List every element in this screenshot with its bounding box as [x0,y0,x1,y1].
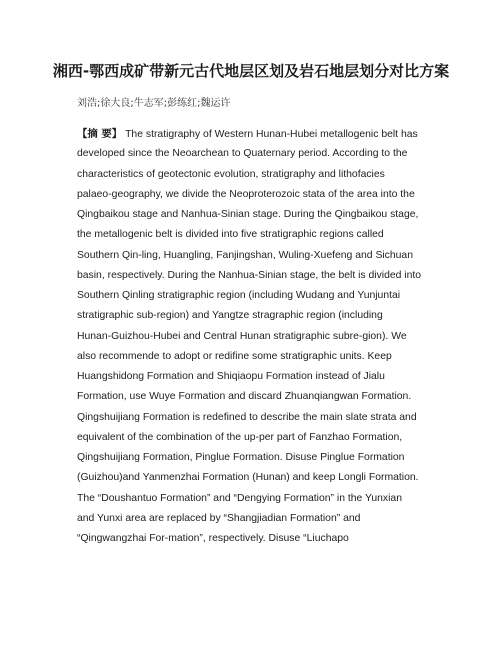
author-list: 刘浩;徐大良;牛志军;彭练红;魏运许 [77,98,231,109]
abstract-line-text: The stratigraphy of Western Hunan-Hubei metallogenic belt has [125,129,418,140]
abstract-body [77,124,433,549]
abstract-line: Hunan-Guizhou-Hubei and Central Hunan stratigraphic subre-gion). We [77,330,407,342]
abstract-line: Southern Qinling stratigraphic region (including Wudang and Yunjuntai [77,290,401,301]
abstract-line: palaeo-geography, we divide the Neoproterozoic stata of the area into the [77,188,415,200]
abstract-line [77,124,433,144]
abstract-line: Qingshuijiang Formation, Pinglue Formation. Disuse Pinglue Formation [77,452,405,463]
abstract-line: Qingbaikou stage and Nanhua-Sinian stage. During the Qingbaikou stage, [77,209,419,220]
abstract-line: characteristics of geotectonic evolution, stratigraphy and lithofacies [77,168,385,180]
abstract-line: Qingshuijiang Formation is redefined to describe the main slate strata and [77,411,417,423]
abstract-line: Southern Qin-ling, Huangling, Fanjingshan, Wuling-Xuefeng and Sichuan [77,249,413,261]
abstract-line: equivalent of the combination of the up-per part of Fanzhao Formation, [77,431,403,443]
abstract-line: Huangshidong Formation and Shiqiaopu Formation instead of Jialu [77,371,385,382]
abstract-line: also recommende to adopt or redifine some stratigraphic units. Keep [77,350,392,362]
abstract-line: basin, respectively. During the Nanhua-Sinian stage, the belt is divided into [77,269,422,281]
abstract-line: The “Doushantuo Formation” and “Dengying Formation” in the Yunxian [77,492,402,504]
abstract-line: the metallogenic belt is divided into five stratigraphic regions called [77,229,384,241]
abstract-line: and Yunxi area are replaced by “Shangjiadian Formation” and [77,512,361,524]
abstract-line: stratigraphic sub-region) and Yangtze stragraphic region (including [77,310,383,322]
document-title: 湘西-鄂西成矿带新元古代地层区划及岩石地层划分对比方案 [52,62,450,80]
abstract-line: (Guizhou)and Yanmenzhai Formation (Hunan) and keep Longli Formation. [77,472,419,484]
abstract-line: Formation, use Wuye Formation and discard Zhuanqiangwan Formation. [77,391,412,403]
abstract-line: “Qingwangzhai For-mation”, respectively. Disuse “Liuchapo [77,533,349,544]
abstract-label: 【摘 要】 [77,128,123,140]
abstract-line: developed since the Neoarchean to Quaternary period. According to the [77,148,408,160]
